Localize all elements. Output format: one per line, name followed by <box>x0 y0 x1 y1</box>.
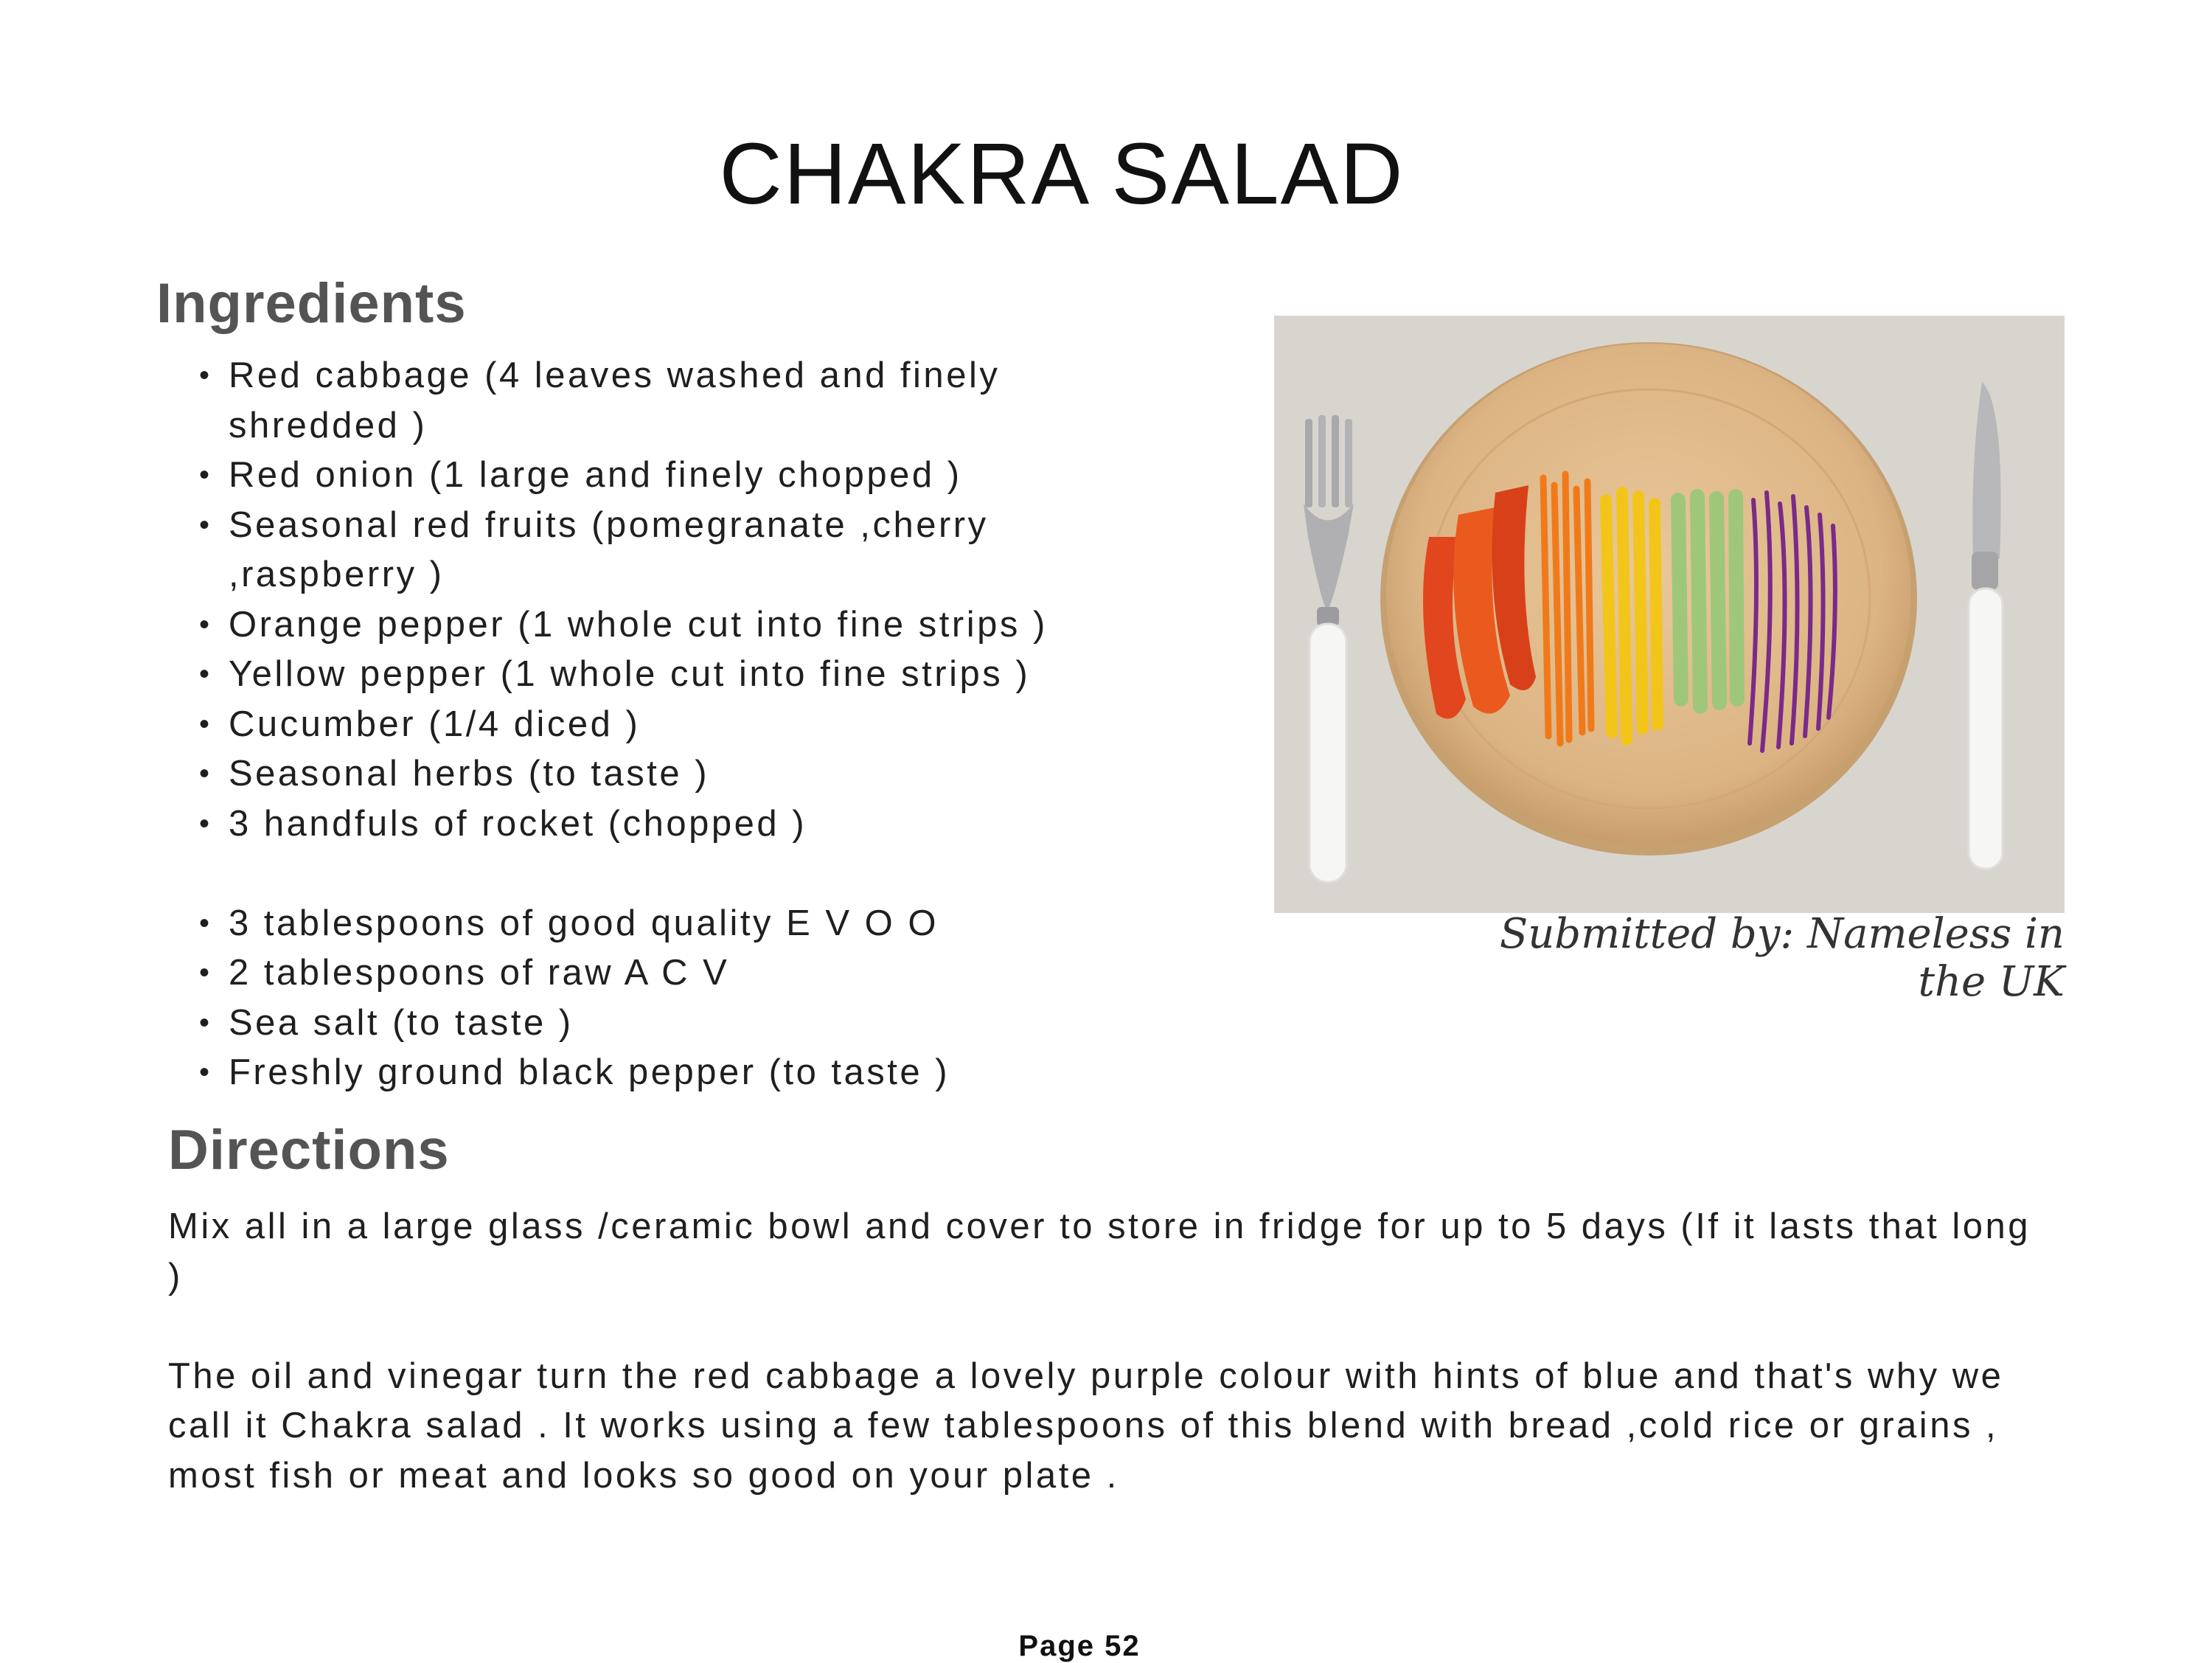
ingredient-item: • 3 handfuls of rocket (chopped ) <box>199 799 1158 850</box>
page-number: Page 52 <box>1018 1630 1141 1662</box>
salad-plate-illustration <box>1274 316 2065 913</box>
ingredient-item: • Red onion (1 large and finely chopped ) <box>199 451 1158 501</box>
ingredient-item: • Seasonal herbs (to taste ) <box>199 749 1158 799</box>
directions-paragraph: The oil and vinegar turn the red cabbage a lovely purple colour with hints of blue and that's why we call it Chakra salad . It works using a few tablespoons of this blend with bread ,cold rice or grains , most fish or meat and looks so good on your plate . <box>168 1355 2004 1496</box>
ingredient-item: • Seasonal red fruits (pomegranate ,cherry ,raspberry ) <box>199 501 1158 600</box>
ingredient-item: • Freshly ground black pepper (to taste ) <box>199 1048 1158 1098</box>
ingredient-item: • Cucumber (1/4 diced ) <box>199 700 1158 750</box>
directions-heading: Directions <box>168 1119 450 1181</box>
photo-credit: Submitted by: Nameless in the UK <box>1499 910 2065 1006</box>
ingredients-heading: Ingredients <box>156 272 467 335</box>
ingredients-list <box>199 351 1158 1098</box>
salad-photo <box>1274 316 2065 913</box>
ingredient-item: • Orange pepper (1 whole cut into fine strips ) <box>199 600 1158 650</box>
directions-body <box>168 1202 2056 1551</box>
ingredient-item: • Red cabbage (4 leaves washed and finely shredded ) <box>199 351 1158 451</box>
ingredient-item: • 2 tablespoons of raw A C V <box>199 948 1158 999</box>
directions-paragraph: Mix all in a large glass /ceramic bowl and cover to store in fridge for up to 5 days (If it lasts that long ) <box>168 1207 2031 1296</box>
ingredient-item: • 3 tablespoons of good quality E V O O <box>199 899 1158 949</box>
ingredient-item: • Yellow pepper (1 whole cut into fine strips ) <box>199 650 1158 700</box>
ingredient-item: • Sea salt (to taste ) <box>199 999 1158 1049</box>
page-title: CHAKRA SALAD <box>719 125 1405 223</box>
